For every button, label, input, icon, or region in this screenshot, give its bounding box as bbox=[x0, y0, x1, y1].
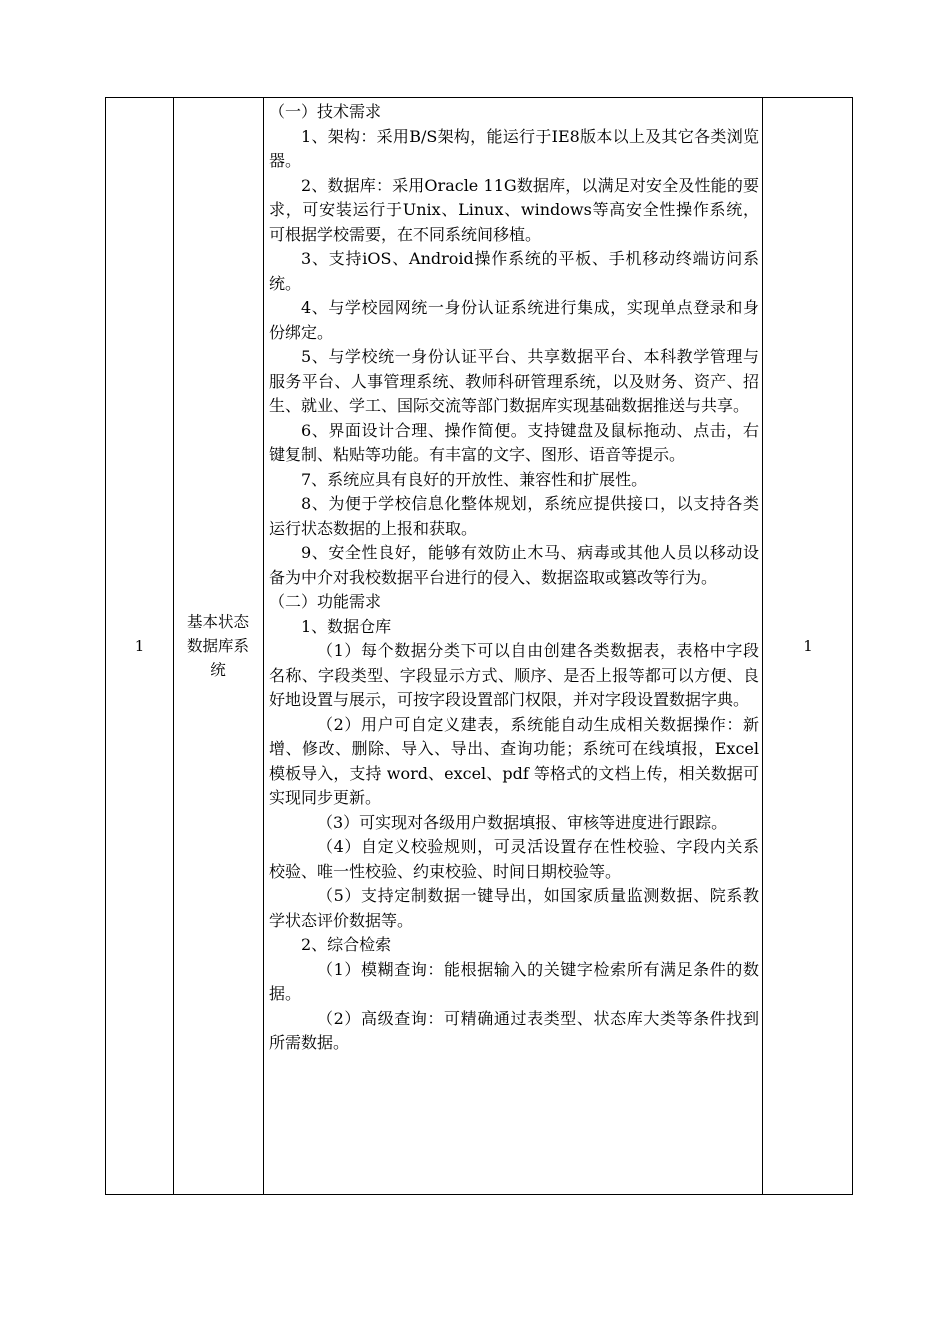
requirement-item: 4、与学校园网统一身份认证系统进行集成，实现单点登录和身份绑定。 bbox=[269, 298, 759, 342]
requirement-item: 5、与学校统一身份认证平台、共享数据平台、本科教学管理与服务平台、人事管理系统、教师科研管理系统，以及财务、资产、招生、就业、学工、国际交流等部门数据库实现基础数据推送与共享。 bbox=[269, 347, 759, 415]
section-heading: （一）技术需求 bbox=[269, 102, 382, 121]
quantity-cell bbox=[763, 98, 853, 1194]
row-index: 1 bbox=[134, 637, 145, 655]
system-name-cell bbox=[174, 98, 262, 1194]
requirement-item: （5）支持定制数据一键导出，如国家质量监测数据、院系教学状态评价数据等。 bbox=[269, 886, 759, 930]
requirement-item: 8、为便于学校信息化整体规划，系统应提供接口，以支持各类运行状态数据的上报和获取。 bbox=[269, 494, 759, 538]
requirements-cell bbox=[269, 100, 759, 1056]
requirement-item: 6、界面设计合理、操作简便。支持键盘及鼠标拖动、点击，右键复制、粘贴等功能。有丰富的文字、图形、语音等提示。 bbox=[269, 420, 759, 464]
requirement-item: 1、架构：采用B/S架构，能运行于IE8版本以上及其它各类浏览器。 bbox=[269, 126, 759, 170]
quantity: 1 bbox=[803, 637, 813, 655]
column-divider bbox=[263, 98, 264, 1194]
requirement-item: 9、安全性良好，能够有效防止木马、病毒或其他人员以移动设备为中介对我校数据平台进行的侵入、数据盗取或篡改等行为。 bbox=[269, 543, 759, 587]
requirement-item: （4）自定义校验规则，可灵活设置存在性校验、字段内关系校验、唯一性校验、约束校验、时间日期校验等。 bbox=[269, 837, 759, 881]
requirement-item: 3、支持iOS、Android操作系统的平板、手机移动终端访问系统。 bbox=[269, 249, 759, 293]
requirement-item: （1）每个数据分类下可以自由创建各类数据表，表格中字段名称、字段类型、字段显示方式、顺序、是否上报等都可以方便、良好地设置与展示，可按字段设置部门权限，并对字段设置数据字典。 bbox=[269, 641, 759, 709]
system-name: 基本状态数据库系统 bbox=[186, 613, 249, 679]
requirement-item: （1）模糊查询：能根据输入的关键字检索所有满足条件的数据。 bbox=[269, 959, 759, 1003]
row-index-cell bbox=[106, 98, 173, 1194]
section-heading: （二）功能需求 bbox=[269, 592, 382, 611]
requirement-item: （2）用户可自定义建表，系统能自动生成相关数据操作：新增、修改、删除、导入、导出、查询功能；系统可在线填报，Excel 模板导入，支持 word、excel、pdf 等格式的文档上传，相关数据可实现同步更新。 bbox=[269, 714, 759, 807]
requirement-item: （2）高级查询：可精确通过表类型、状态库大类等条件找到所需数据。 bbox=[269, 1008, 759, 1052]
requirement-item: （3）可实现对各级用户数据填报、审核等进度进行跟踪。 bbox=[317, 812, 728, 832]
requirement-item: 1、数据仓库 bbox=[301, 616, 392, 636]
requirement-item: 2、综合检索 bbox=[301, 935, 392, 954]
requirement-item: 2、数据库：采用Oracle 11G数据库，以满足对安全及性能的要求，可安装运行于Unix、Linux、windows等高安全性操作系统，可根据学校需要，在不同系统间移植。 bbox=[269, 175, 759, 244]
requirement-item: 7、系统应具有良好的开放性、兼容性和扩展性。 bbox=[301, 469, 648, 489]
requirements-table bbox=[105, 97, 853, 1195]
